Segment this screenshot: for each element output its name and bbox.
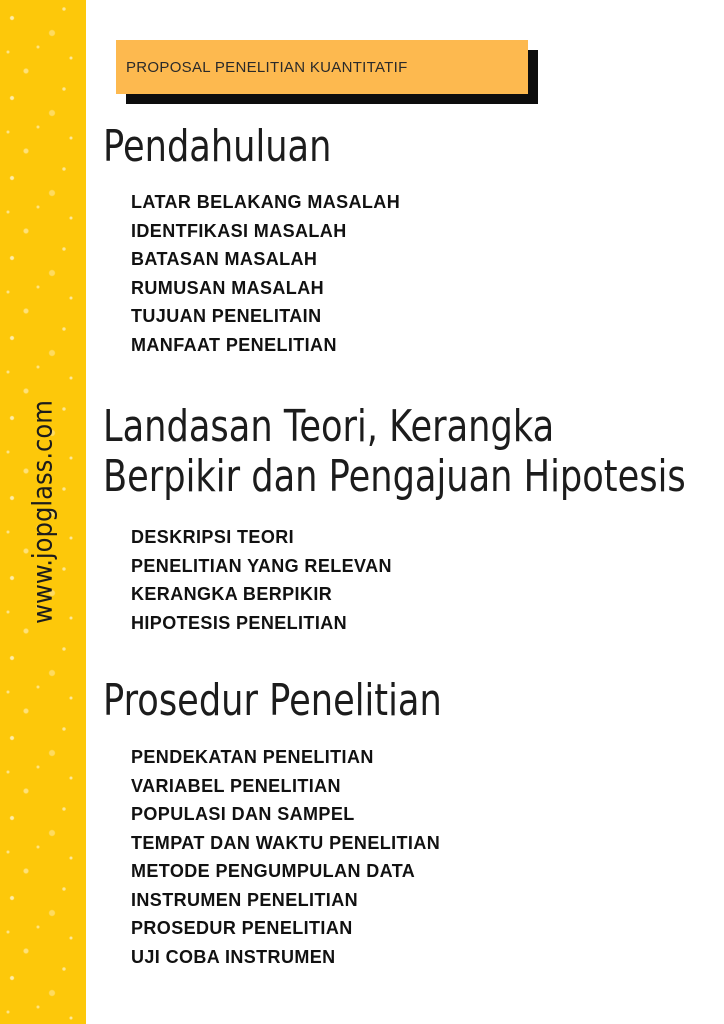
website-url: www.jopglass.com — [27, 400, 59, 624]
section-title-line: Landasan Teori, Kerangka — [103, 401, 555, 452]
list-item: KERANGKA BERPIKIR — [131, 584, 333, 604]
section-title-line: Pendahuluan — [103, 121, 332, 172]
list-item: PENELITIAN YANG RELEVAN — [131, 555, 392, 576]
list-item: VARIABEL PENELITIAN — [131, 775, 341, 796]
sidebar-strip — [0, 0, 86, 1024]
list-item: INSTRUMEN PENELITIAN — [131, 889, 359, 910]
list-item: DESKRIPSI TEORI — [131, 527, 295, 547]
list-item: HIPOTESIS PENELITIAN — [131, 612, 348, 633]
list-item: BATASAN MASALAH — [131, 249, 318, 269]
list-item: IDENTFIKASI MASALAH — [131, 220, 347, 241]
section-title-line: Berpikir dan Pengajuan Hipotesis — [103, 451, 686, 502]
section-list-landasan-teori — [131, 523, 392, 637]
list-item: RUMUSAN MASALAH — [131, 277, 324, 298]
list-item: UJI COBA INSTRUMEN — [131, 946, 336, 967]
list-item: METODE PENGUMPULAN DATA — [131, 861, 416, 881]
section-title-landasan-teori — [103, 402, 686, 502]
banner-title: PROPOSAL PENELITIAN KUANTITATIF — [126, 58, 408, 76]
list-item: LATAR BELAKANG MASALAH — [131, 192, 401, 212]
section-list-prosedur — [131, 743, 440, 971]
section-title-prosedur — [103, 676, 442, 726]
list-item: POPULASI DAN SAMPEL — [131, 804, 355, 824]
list-item: MANFAAT PENELITIAN — [131, 334, 337, 355]
list-item: TEMPAT DAN WAKTU PENELITIAN — [131, 832, 441, 853]
list-item: PROSEDUR PENELITIAN — [131, 918, 353, 938]
section-title-line: Prosedur Penelitian — [103, 675, 442, 726]
list-item: PENDEKATAN PENELITIAN — [131, 747, 374, 767]
list-item: TUJUAN PENELITAIN — [131, 306, 322, 326]
header-banner — [116, 40, 528, 94]
section-list-pendahuluan — [131, 188, 400, 359]
section-title-pendahuluan — [103, 122, 331, 172]
